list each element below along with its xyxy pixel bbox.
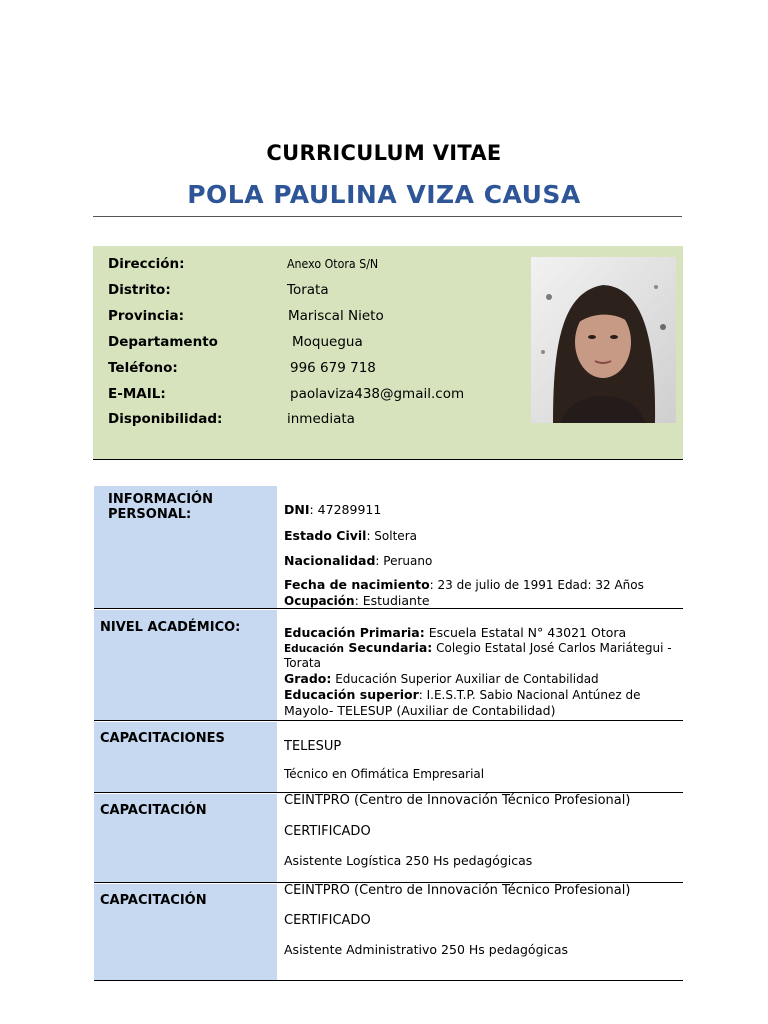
phone-label: Teléfono: bbox=[108, 360, 178, 376]
primary-education-value: Escuela Estatal N° 43021 Otora bbox=[424, 625, 627, 640]
address-label: Dirección: bbox=[108, 256, 185, 272]
personal-bottom-border bbox=[94, 608, 683, 609]
secondary-education-value: Colegio Estatal José Carlos Mariátegui - bbox=[432, 641, 672, 655]
academic-bottom-border bbox=[94, 720, 683, 721]
training-3-label: CAPACITACIÓN bbox=[100, 893, 207, 908]
email-value: paolaviza438@gmail.com bbox=[290, 386, 465, 402]
profile-photo-image bbox=[531, 257, 676, 423]
address-value: Anexo Otora S/N bbox=[287, 257, 379, 271]
training-1-label: CAPACITACIONES bbox=[100, 731, 225, 746]
training-2-institution: CEINTPRO (Centro de Innovación Técnico Profesional) bbox=[284, 793, 631, 808]
training-3-bottom-border bbox=[94, 980, 683, 981]
degree-line bbox=[284, 671, 599, 687]
nationality-line bbox=[284, 553, 432, 569]
candidate-name: POLA PAULINA VIZA CAUSA bbox=[187, 180, 581, 209]
secondary-education-value-cont: Torata bbox=[284, 656, 321, 670]
occupation-line bbox=[284, 593, 430, 609]
training-3-certificate: CERTIFICADO bbox=[284, 913, 371, 928]
province-value: Mariscal Nieto bbox=[288, 308, 384, 324]
contact-bottom-border bbox=[93, 459, 683, 460]
training-3-institution: CEINTPRO (Centro de Innovación Técnico Profesional) bbox=[284, 883, 631, 898]
degree-value: Educación Superior Auxiliar de Contabilidad bbox=[331, 672, 599, 686]
department-value: Moquegua bbox=[292, 334, 363, 350]
degree-label: Grado: bbox=[284, 671, 332, 686]
district-value: Torata bbox=[287, 282, 329, 298]
training-2-label: CAPACITACIÓN bbox=[100, 803, 207, 818]
birth-line bbox=[284, 577, 644, 593]
personal-section-label: INFORMACIÓN PERSONAL: bbox=[108, 492, 213, 522]
training-3-course: Asistente Administrativo 250 Hs pedagógicas bbox=[284, 942, 569, 957]
nationality-label: Nacionalidad bbox=[284, 553, 376, 568]
training-2-course: Asistente Logística 250 Hs pedagógicas bbox=[284, 853, 533, 868]
primary-education-label: Educación Primaria: bbox=[284, 625, 425, 640]
higher-education-value: : I.E.S.T.P. Sabio Nacional Antúnez de bbox=[418, 688, 641, 702]
civil-status-label: Estado Civil bbox=[284, 528, 367, 543]
dni-line bbox=[284, 502, 381, 517]
header-divider bbox=[93, 216, 682, 217]
profile-photo bbox=[531, 257, 676, 423]
academic-section-label: NIVEL ACADÉMICO: bbox=[100, 620, 241, 635]
email-label: E-MAIL: bbox=[108, 386, 166, 402]
availability-label: Disponibilidad: bbox=[108, 411, 223, 427]
secondary-education-line bbox=[284, 640, 672, 657]
department-label: Departamento bbox=[108, 334, 218, 350]
training-2-certificate: CERTIFICADO bbox=[284, 824, 371, 839]
primary-education-line bbox=[284, 625, 626, 640]
higher-education-line bbox=[284, 687, 641, 703]
phone-value: 996 679 718 bbox=[290, 360, 376, 376]
province-label: Provincia: bbox=[108, 308, 185, 324]
document-title: CURRICULUM VITAE bbox=[266, 141, 502, 165]
birth-label: Fecha de nacimiento bbox=[284, 577, 430, 592]
occupation-label: Ocupación bbox=[284, 594, 355, 608]
secondary-education-label: Secundaria: bbox=[344, 640, 433, 655]
dni-value: : 47289911 bbox=[309, 502, 382, 517]
higher-education-label: Educación superior bbox=[284, 687, 419, 702]
civil-status-value: : Soltera bbox=[366, 529, 417, 543]
training-1-institution: TELESUP bbox=[284, 739, 342, 754]
birth-value: : 23 de julio de 1991 Edad: 32 Años bbox=[429, 578, 644, 592]
civil-status-line bbox=[284, 528, 417, 544]
higher-education-value-cont: Mayolo- TELESUP (Auxiliar de Contabilidad) bbox=[284, 703, 556, 718]
occupation-value: : Estudiante bbox=[354, 593, 430, 608]
secondary-education-label-small: Educación bbox=[284, 643, 344, 655]
nationality-value: : Peruano bbox=[375, 554, 433, 568]
district-label: Distrito: bbox=[108, 282, 171, 298]
training-1-course: Técnico en Ofimática Empresarial bbox=[284, 767, 485, 781]
availability-value: inmediata bbox=[287, 411, 355, 427]
dni-label: DNI bbox=[284, 502, 310, 517]
